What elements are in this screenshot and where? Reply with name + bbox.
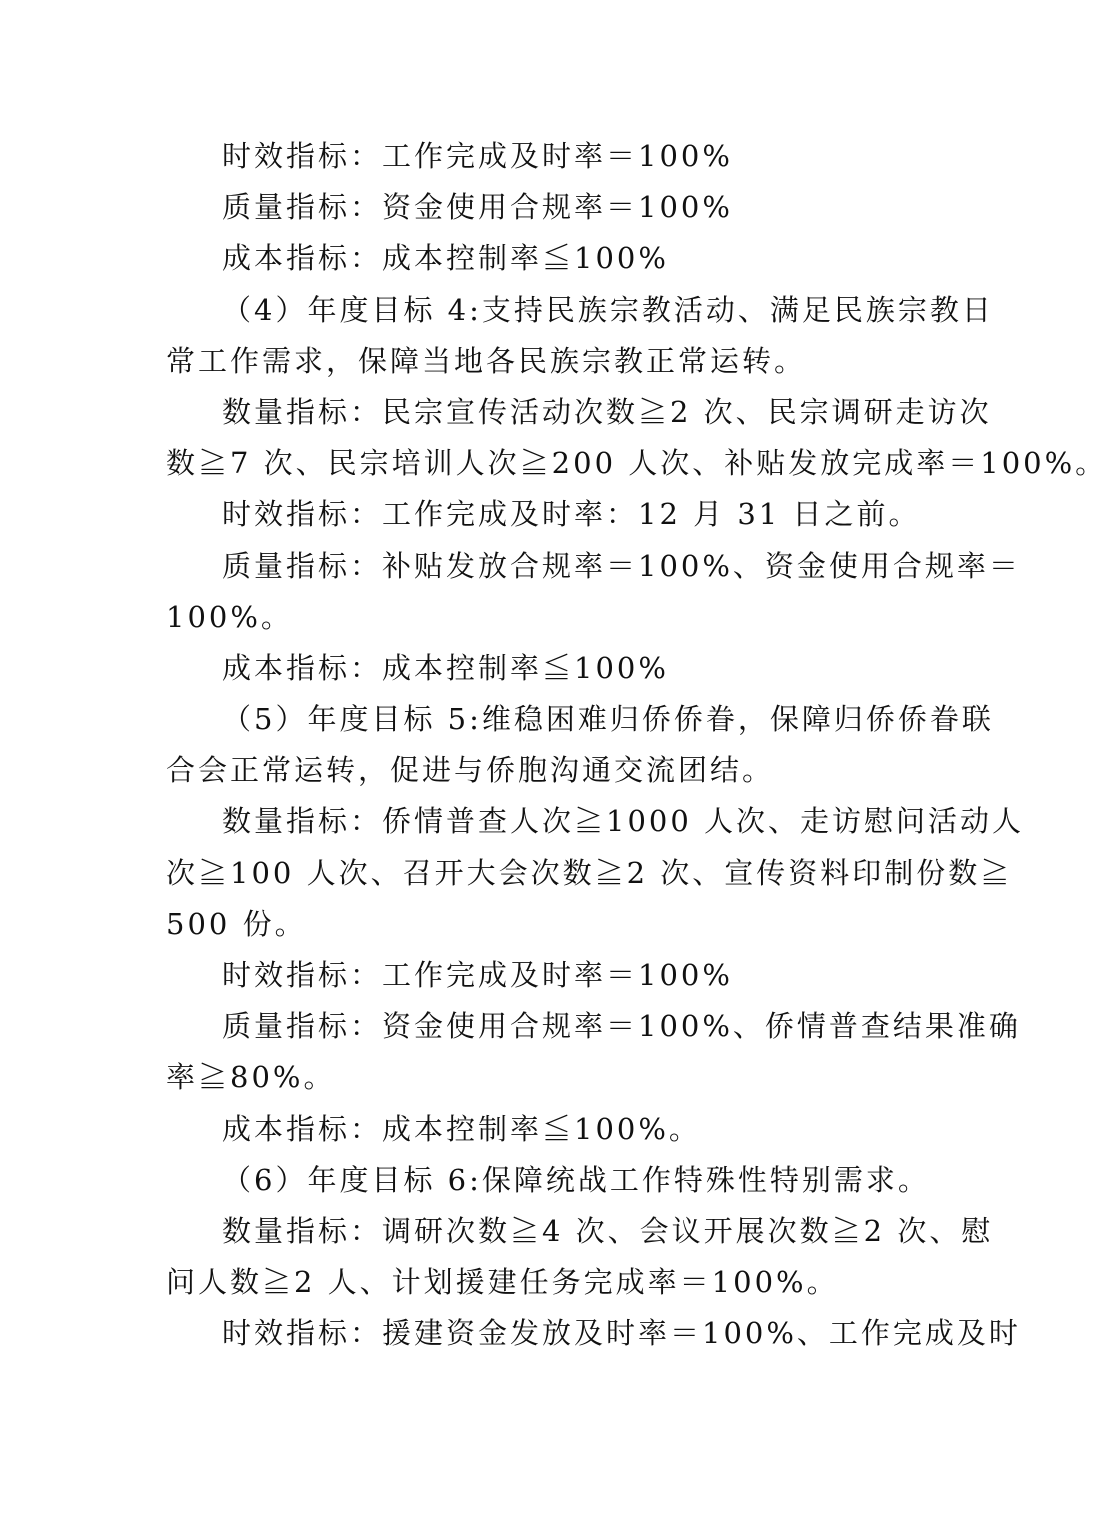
text-line-annual-goal-4: （4）年度目标 4:支持民族宗教活动、满足民族宗教日 xyxy=(222,292,994,327)
text-line-quantity-indicator-6-continued: 问人数≧2 人、计划援建任务完成率＝100%。 xyxy=(166,1265,839,1300)
text-line-timeliness-indicator-6: 时效指标：援建资金发放及时率＝100%、工作完成及时 xyxy=(222,1316,1021,1351)
document-body xyxy=(166,131,1107,1360)
text-line-annual-goal-4-continued: 常工作需求，保障当地各民族宗教正常运转。 xyxy=(166,343,807,378)
text-line-timeliness-indicator-4: 时效指标：工作完成及时率：12 月 31 日之前。 xyxy=(222,497,921,532)
text-line-quality-indicator-4: 质量指标：补贴发放合规率＝100%、资金使用合规率＝ xyxy=(222,548,1021,583)
text-line-quantity-indicator-5-end: 500 份。 xyxy=(166,906,307,941)
text-line-quality-indicator-5-continued: 率≧80%。 xyxy=(166,1060,336,1095)
text-line-annual-goal-6: （6）年度目标 6:保障统战工作特殊性特别需求。 xyxy=(222,1162,930,1197)
text-line-quality-indicator-3: 质量指标：资金使用合规率＝100% xyxy=(222,190,733,225)
text-line-timeliness-indicator-3: 时效指标：工作完成及时率＝100% xyxy=(222,139,733,173)
text-line-annual-goal-5: （5）年度目标 5:维稳困难归侨侨眷，保障归侨侨眷联 xyxy=(222,702,994,737)
text-line-quantity-indicator-4: 数量指标：民宗宣传活动次数≧2 次、民宗调研走访次 xyxy=(222,394,992,429)
text-line-cost-indicator-4: 成本指标：成本控制率≦100% xyxy=(222,650,669,685)
text-line-quantity-indicator-6: 数量指标：调研次数≧4 次、会议开展次数≧2 次、慰 xyxy=(222,1213,994,1248)
text-line-quality-indicator-5: 质量指标：资金使用合规率＝100%、侨情普查结果准确 xyxy=(222,1009,1021,1044)
text-line-cost-indicator-5: 成本指标：成本控制率≦100%。 xyxy=(222,1111,701,1146)
text-line-cost-indicator-3: 成本指标：成本控制率≦100% xyxy=(222,241,669,276)
text-line-quantity-indicator-5-continued: 次≧100 人次、召开大会次数≧2 次、宣传资料印制份数≧ xyxy=(166,855,1013,890)
text-line-annual-goal-5-continued: 合会正常运转，促进与侨胞沟通交流团结。 xyxy=(166,753,775,788)
text-line-quantity-indicator-4-continued: 数≧7 次、民宗培训人次≧200 人次、补贴发放完成率＝100%。 xyxy=(166,446,1107,481)
text-line-timeliness-indicator-5: 时效指标：工作完成及时率＝100% xyxy=(222,958,733,992)
text-line-quality-indicator-4-continued: 100%。 xyxy=(166,599,293,634)
text-line-quantity-indicator-5: 数量指标：侨情普查人次≧1000 人次、走访慰问活动人 xyxy=(222,804,1025,839)
